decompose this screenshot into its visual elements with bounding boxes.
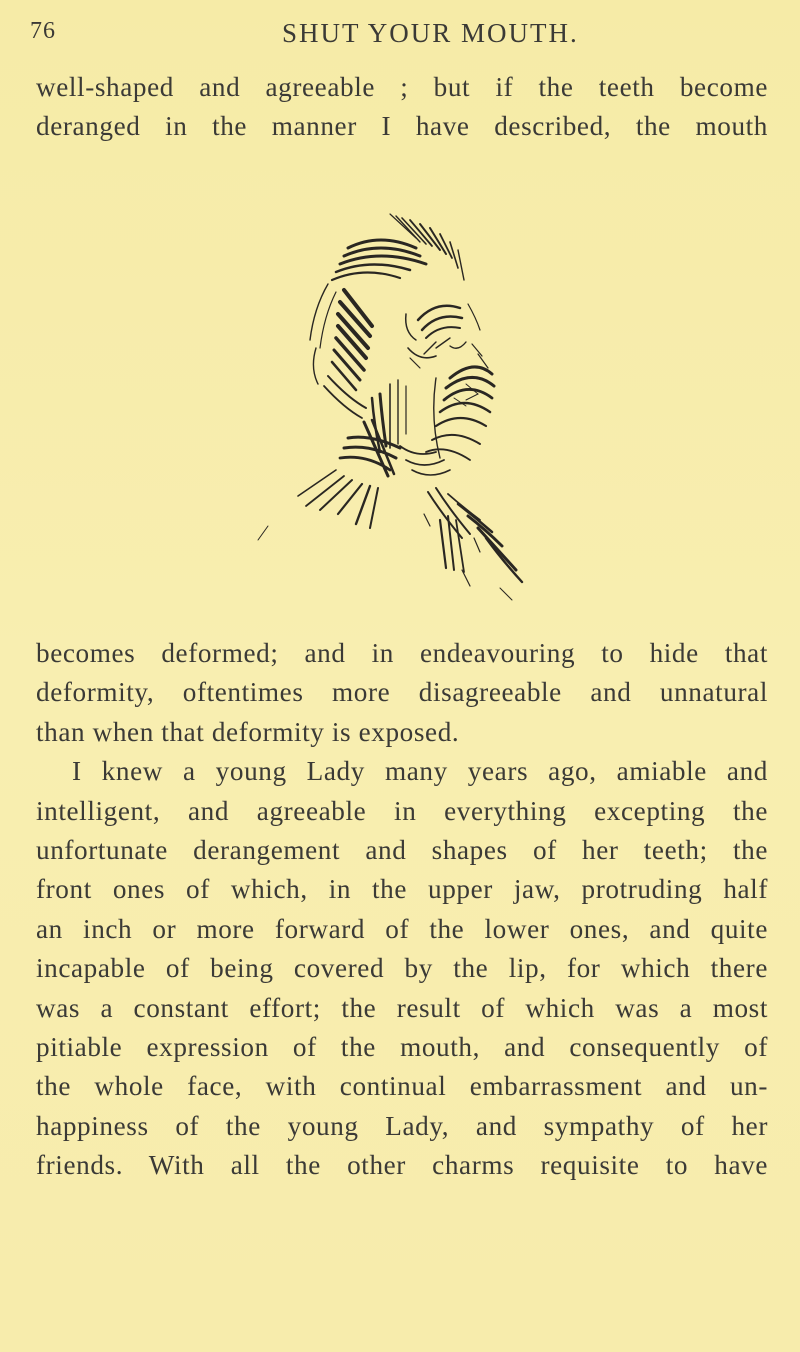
- text-line: becomes deformed; and in endeavouring to hide that: [36, 638, 768, 668]
- text-line: an inch or more forward of the lower ones, and quite: [36, 913, 768, 944]
- paragraph-continued: [36, 68, 768, 147]
- text-line: unfortunate derangement and shapes of her teeth; the: [36, 835, 768, 866]
- face-illustration: [240, 208, 580, 608]
- page-number: 76: [30, 18, 56, 44]
- text-line: the whole face, with continual embarrassment and un-: [36, 1071, 768, 1102]
- text-line: front ones of which, in the upper jaw, protruding half: [36, 874, 768, 905]
- text-line: friends. With all the other charms requisite to have: [36, 1150, 768, 1181]
- text-line: than when that deformity is exposed.: [36, 716, 460, 747]
- text-block-bottom: [36, 634, 768, 1186]
- text-line: happiness of the young Lady, and sympathy of her: [36, 1110, 768, 1141]
- paragraph-2: [36, 752, 768, 1185]
- text-line: deranged in the manner I have described, the mouth: [36, 111, 768, 142]
- paragraph-1: [36, 634, 768, 752]
- text-line: was a constant effort; the result of which was a most: [36, 992, 768, 1023]
- engraving-figure: [240, 208, 580, 608]
- text-line: pitiable expression of the mouth, and consequently of: [36, 1032, 768, 1063]
- text-line: incapable of being covered by the lip, for which there: [36, 953, 768, 984]
- running-title: SHUT YOUR MOUTH.: [282, 18, 579, 48]
- text-line: I knew a young Lady many years ago, amiable and: [72, 756, 768, 787]
- text-line: intelligent, and agreeable in everything excepting the: [36, 795, 768, 826]
- running-head: [30, 14, 770, 54]
- text-line: deformity, oftentimes more disagreeable and unnatural: [36, 677, 768, 708]
- text-block-top: [36, 68, 768, 147]
- text-line: well-shaped and agreeable ; but if the teeth become: [36, 72, 768, 102]
